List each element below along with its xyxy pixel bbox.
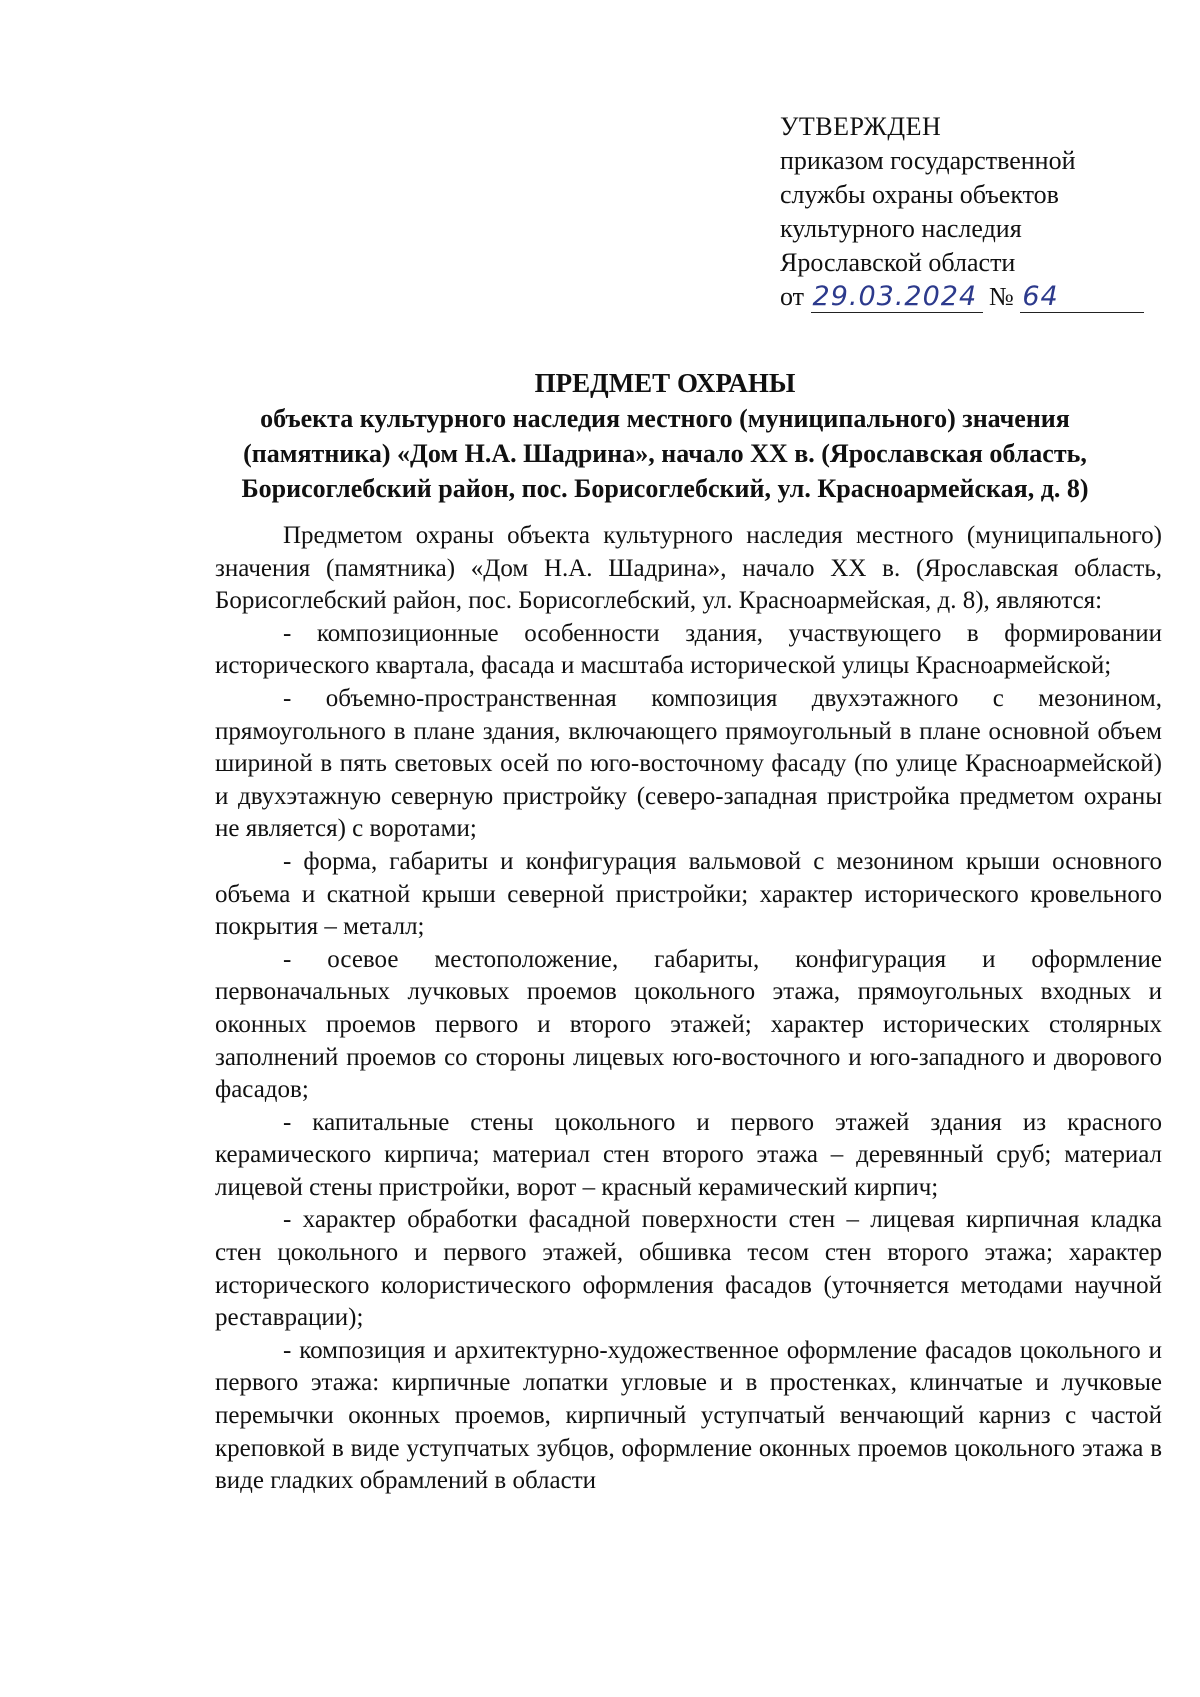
body-paragraph-item: - характер обработки фасадной поверхности стен – лицевая кирпичная кладка стен цокольного и первого этажей, обшивка тесом стен второго этажа; характер исторического колористического оформления фасадов (уточняется методами научной реставрации);: [215, 1206, 1162, 1332]
heading-line: (памятника) «Дом Н.А. Шадрина», начало XX в. (Ярославская область,: [243, 439, 1087, 468]
heading-title: ПРЕДМЕТ ОХРАНЫ: [534, 368, 796, 398]
heading-line: объекта культурного наследия местного (муниципального) значения: [260, 404, 1070, 433]
approval-line: Ярославской области: [780, 248, 1016, 277]
handwritten-order-number: 64: [1020, 282, 1144, 313]
heading-line: Борисоглебский район, пос. Борисоглебский, ул. Красноармейская, д. 8): [241, 474, 1089, 503]
approval-line: службы охраны объектов: [780, 180, 1059, 209]
body-paragraph-item: - осевое местоположение, габариты, конфигурация и оформление первоначальных лучковых проемов цокольного этажа, прямоугольных входных и оконных проемов первого и второго этажей; характер исторических столярных заполнений проемов со стороны лицевых юго-восточного и юго-западного и дворового фасадов;: [215, 945, 1162, 1104]
document-heading: [200, 366, 1130, 506]
body-paragraph-item: - объемно-пространственная композиция двухэтажного с мезонином, прямоугольного в плане здания, включающего прямоугольный в плане основной объем шириной в пять световых осей по юго-восточному фасаду (по улице Красноармейской) и двухэтажную северную пристройку (северо-западная пристройка предметом охраны не является) с воротами;: [215, 684, 1162, 843]
body-paragraph-item: - форма, габариты и конфигурация вальмовой с мезонином крыши основного объема и скатной крыши северной пристройки; характер исторического кровельного покрытия – металл;: [215, 847, 1162, 941]
approval-stamp-block: [780, 110, 1120, 314]
approval-line: приказом государственной: [780, 146, 1076, 175]
approval-line: культурного наследия: [780, 214, 1022, 243]
document-body: [215, 520, 1162, 1498]
body-paragraph-item: - композиционные особенности здания, участвующего в формировании исторического квартала, фасада и масштаба исторической улицы Красноармейской;: [215, 619, 1162, 680]
approval-date-line: [780, 280, 1120, 314]
handwritten-date: 29.03.2024: [811, 282, 983, 313]
approval-title: УТВЕРЖДЕН: [780, 112, 942, 141]
date-prefix: от: [780, 282, 805, 311]
body-paragraph-intro: Предметом охраны объекта культурного наследия местного (муниципального) значения (памятника) «Дом Н.А. Шадрина», начало XX в. (Ярославская область, Борисоглебский район, пос. Борисоглебский, ул. Красноармейская, д. 8), являются:: [215, 522, 1162, 615]
body-paragraph-item: - композиция и архитектурно-художественное оформление фасадов цокольного и первого этажа: кирпичные лопатки угловые и в простенках, клинчатые и лучковые перемычки оконных проемов, кирпичный уступчатый венчающий карниз с частой креповкой в виде уступчатых зубцов, оформление оконных проемов цокольного этажа в виде гладких обрамлений в области: [215, 1336, 1162, 1495]
body-paragraph-item: - капитальные стены цокольного и первого этажей здания из красного керамического кирпича; материал стен второго этажа – деревянный сруб; материал лицевой стены пристройки, ворот – красный керамический кирпич;: [215, 1108, 1162, 1201]
number-prefix: №: [989, 282, 1014, 311]
